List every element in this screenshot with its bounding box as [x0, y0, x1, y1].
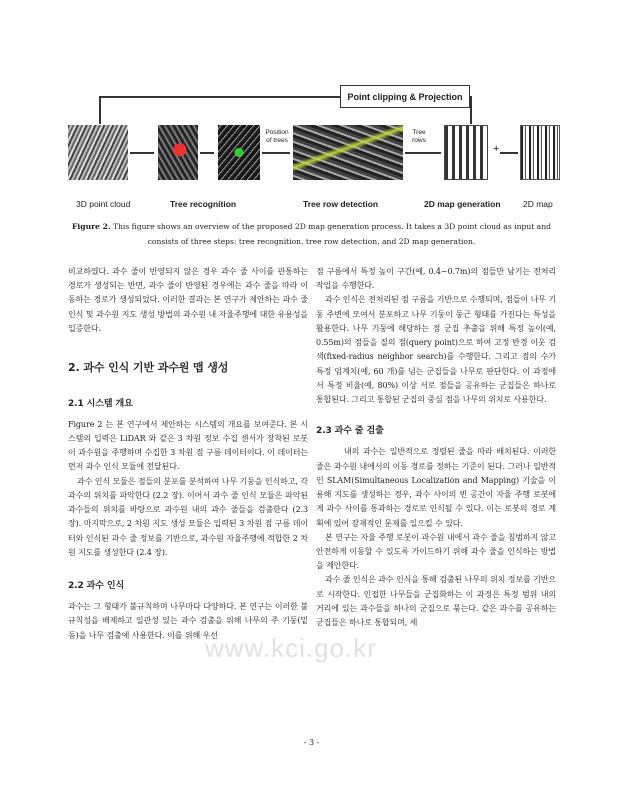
label-tree-row-detection: Tree row detection [303, 199, 379, 209]
plus-sign: + [493, 143, 500, 155]
point-cloud-image [68, 125, 128, 180]
label-3d-point-cloud: 3D point cloud [76, 199, 131, 209]
section-heading-2: 2. 과수 인식 기반 과수원 맵 생성 [68, 361, 229, 375]
arrow-map-to-final [500, 152, 518, 154]
left-paragraph-2: Figure 2 는 본 연구에서 제안하는 시스템의 개요를 보여준다. 본 시스템의 입력은 LiDAR 와 같은 3 차원 정보 수집 센서가 장착된 로봇이 과수원을 주행하며 수집한 3 차원 점 구름 데이터이다. 이 데이터는 먼저 과수 인식 모듈에 전달된다. [68, 419, 308, 472]
label-2d-map-generation: 2D map generation [424, 199, 501, 209]
label-2d-map: 2D map [523, 199, 553, 209]
tree-rows-label: Tree rows [412, 129, 426, 144]
right-paragraph-5: 과수 줄 인식은 과수 인식을 통해 검출된 나무의 위치 정보를 기반으로 시작한다. 인접한 나무들을 군집화하는 이 과정은 특정 범위 내의 거리에 있는 과수들을 하나의 군집으로 묶는다. 같은 과수를 공유하는 군집들은 하나로 통합되며, 세 [316, 575, 556, 628]
tree-row-detection-image [293, 125, 403, 180]
2d-map-image [520, 125, 560, 180]
label-tree-recognition: Tree recognition [170, 199, 237, 209]
connector-right-vertical [470, 96, 472, 124]
left-paragraph-1: 비교하였다. 과수 줄이 반영되지 않은 경우 과수 줄 사이를 관통하는 경로가 생성되는 반면, 과수 줄이 반영된 경우에는 과수 줄을 따라 이동하는 경로가 생성되었다. 이러한 결과는 본 연구가 제안하는 과수 줄 인식 및 과수원 지도 생성 방법의 과수원 내 자율주행에 대한 유용성을 입증한다. [68, 267, 308, 333]
subsection-heading-2-3: 2.3 과수 줄 검출 [316, 426, 384, 437]
right-column [316, 265, 556, 630]
arrow-rows-to-map [405, 152, 441, 154]
tree-recognition-image-2 [218, 125, 260, 180]
figure-caption [68, 219, 555, 249]
connector-top-horizontal [99, 96, 340, 98]
connector-left-vertical [99, 96, 101, 124]
position-of-trees-label: Position of trees [265, 129, 289, 144]
right-paragraph-2: 과수 인식은 전처리된 점 구름을 기반으로 수행되며, 점들이 나무 기둥 주변에 모여서 분포하고 나무 기둥이 둥근 형태를 가진다는 특성을 활용한다. 나무 기둥에 해당하는 점 군집 추출을 위해 특정 높이(예, 0.55m)의 점들을 질의 점(query point)으로 하여 고정 반경 이웃 검색(fixed-radius neighbor search)를 수행한다. 그리고 점의 수가 특정 임계치(예, 60 개)를 넘는 군집들을 나무로 판단한다. 이 과정에서 특정 비율(예, 80%) 이상 서로 점들을 공유하는 군집들은 하나로 통합된다. 그리고 통합된 군집의 중심 점을 나무의 위치로 사용한다. [316, 295, 556, 405]
figure-2 [68, 85, 558, 210]
map-generation-image-1 [444, 125, 488, 180]
caption-text: This figure shows an overview of the proposed 2D map generation process. It takes a 3D point cloud as input and consists of three steps: tree recognition, tree row detection, and 2D map generation. [110, 222, 551, 247]
left-paragraph-3: 과수 인식 모듈은 점들의 분포를 분석하여 나무 기둥을 인식하고, 각 과수의 위치를 파악한다 (2.2 장). 이어서 과수 줄 인식 모듈은 파악된 과수들의 위치를 바탕으로 과수원 내의 과수 줄들을 검출한다 (2.3 장). 마지막으로, 2 차원 지도 생성 모듈은 입력된 3 차원 점 구름 데이터와 인식된 과수 줄 정보를 기반으로, 과수원 자율주행에 적합한 2 차원 지도를 생성한다 (2.4 장). [68, 476, 308, 557]
point-clipping-projection-box: Point clipping & Projection [340, 85, 470, 108]
left-column [68, 265, 308, 643]
page-number: - 3 - [303, 738, 320, 747]
subsection-heading-2-1: 2.1 시스템 개요 [68, 398, 133, 409]
watermark: www.kci.go.kr [205, 633, 377, 663]
caption-label: Figure 2. [72, 222, 111, 231]
subsection-heading-2-2: 2.2 과수 인식 [68, 581, 125, 592]
right-paragraph-1: 점 구름에서 특정 높이 구간(예, 0.4~0.7m)의 점들만 남기는 전처리 작업을 수행한다. [316, 267, 556, 291]
tree-recognition-image-1 [158, 125, 198, 180]
arrow-cloud-to-tree [130, 152, 154, 154]
left-paragraph-4: 과수는 그 형태가 불규칙하며 나무마다 다양하다. 본 연구는 이러한 불규칙성을 배제하고 일관성 있는 과수 검출을 위해 나무의 주 기둥(밑동)을 나무 검출에 사용한다. 이를 위해 우선 [68, 602, 308, 640]
arrow-tree1-to-tree2 [200, 152, 214, 154]
arrow-tree-to-rows [262, 152, 290, 154]
right-paragraph-3: 내의 과수는 일반적으로 정렬된 줄을 따라 배치된다. 이러한 줄은 과수원 내에서의 이동 경로를 정하는 기준이 된다. 그러나 일반적인 SLAM(Simultaneous Localization and Mapping) 기술을 이용해 지도를 생성하는 경우, 과수 사이의 빈 공간이 자율 주행 로봇에게 과수 사이를 통과하는 경로로 인식될 수 있다. 이는 로봇의 경로 계획에 있어 잠재적인 문제를 일으킬 수 있다. [316, 447, 556, 528]
right-paragraph-4: 본 연구는 자율 주행 로봇이 과수원 내에서 과수 줄을 침범하지 않고 안전하게 이동할 수 있도록 가이드하기 위해 과수 줄을 인식하는 방법을 제안한다. [316, 532, 556, 571]
